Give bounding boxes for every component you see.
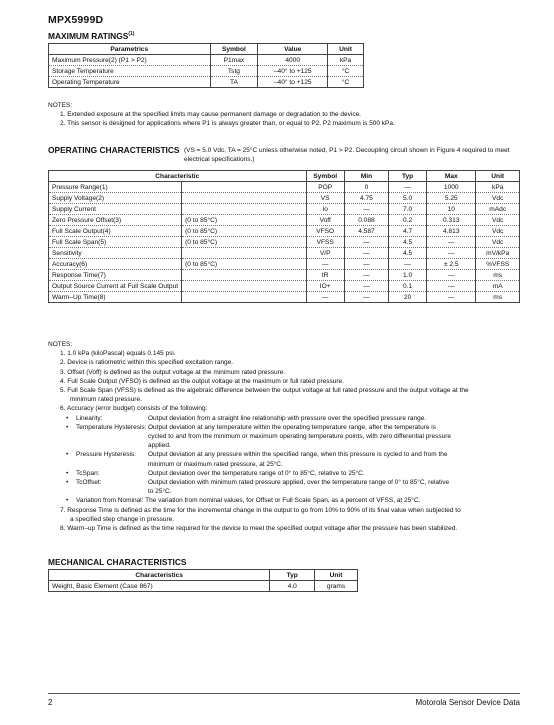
table-cell: —: [389, 182, 427, 193]
bullet-icon: •: [66, 469, 69, 477]
max-ratings-heading-sup: (1): [128, 31, 135, 38]
table-cell: °C: [328, 77, 364, 88]
table-cell: —: [427, 270, 476, 281]
accuracy-definition: Output deviation over the temperature range of 0° to 85°C, relative to 25°C.: [148, 469, 365, 477]
table-cell: 4.7: [389, 226, 427, 237]
table-row: [49, 237, 520, 248]
condition-cell: [182, 182, 306, 193]
table-cell: —: [344, 281, 388, 292]
accuracy-item-continued: [48, 441, 524, 450]
table-cell: —: [306, 292, 344, 303]
mechanical-characteristics-heading: MECHANICAL CHARACTERISTICS: [48, 557, 187, 567]
table-cell: %VFSS: [476, 259, 520, 270]
mechanical-table: [48, 569, 358, 592]
table-cell: 5.25: [427, 193, 476, 204]
condition-cell: [182, 270, 306, 281]
condition-cell: (0 to 85°C): [182, 215, 306, 226]
accuracy-term: TcSpan:: [76, 469, 100, 477]
table-cell: Voff: [306, 215, 344, 226]
accuracy-item: [48, 478, 524, 487]
table-row: [49, 204, 520, 215]
note-item: 1. Extended exposure at the specified limits may cause permanent damage or degradation to the device.: [60, 111, 361, 119]
bullet-icon: [66, 432, 76, 441]
column-header: Unit: [476, 171, 520, 182]
column-header: Unit: [315, 570, 358, 581]
op-header-row: [49, 171, 520, 182]
accuracy-list: [48, 414, 524, 497]
column-header: Max: [427, 171, 476, 182]
table-cell: 0.1: [389, 281, 427, 292]
table-row: [49, 193, 520, 204]
characteristic-cell: Pressure Range(1): [49, 182, 182, 193]
table-row: [49, 270, 520, 281]
table-cell: —: [344, 259, 388, 270]
condition-cell: (0 to 85°C): [182, 259, 306, 270]
table-cell: Operating Temperature: [49, 77, 211, 88]
table-cell: 7.0: [389, 204, 427, 215]
table-cell: kPa: [476, 182, 520, 193]
note-item: 3. Offset (Voff) is defined as the output voltage at the minimum rated pressure.: [60, 368, 286, 376]
accuracy-definition: applied.: [148, 442, 171, 450]
table-cell: —: [427, 292, 476, 303]
note-item: 6. Accuracy (error budget) consists of the following:: [60, 405, 208, 413]
column-header: Typ: [270, 570, 315, 581]
table-row: [49, 215, 520, 226]
table-cell: 0: [344, 182, 388, 193]
table-cell: 4.75: [344, 193, 388, 204]
table-cell: —: [344, 248, 388, 259]
table-cell: Tstg: [210, 66, 258, 77]
accuracy-item: [48, 414, 524, 423]
accuracy-item: [48, 469, 524, 478]
table-cell: VFSS: [306, 237, 344, 248]
table-cell: VFSO: [306, 226, 344, 237]
column-header: Characteristics: [49, 570, 270, 581]
condition-cell: [182, 248, 306, 259]
note-item: 2. This sensor is designed for applications where P1 is always greater than, or equal to P2. P2 maximum is 500 kPa.: [60, 120, 395, 128]
table-row: [49, 259, 520, 270]
characteristic-cell: Warm–Up Time(8): [49, 292, 182, 303]
bullet-icon: [66, 460, 76, 469]
table-cell: 5.0: [389, 193, 427, 204]
table-cell: TA: [210, 77, 258, 88]
table-cell: 4.813: [427, 226, 476, 237]
table-row: [49, 77, 364, 88]
table-cell: tR: [306, 270, 344, 281]
max-ratings-header-row: [49, 44, 364, 55]
table-cell: 4000: [258, 55, 328, 66]
condition-cell: [182, 204, 306, 215]
table-cell: Io: [306, 204, 344, 215]
table-cell: ms: [476, 270, 520, 281]
table-cell: Weight, Basic Element (Case 867): [49, 581, 270, 592]
table-cell: 4.5: [389, 237, 427, 248]
table-row: [49, 292, 520, 303]
accuracy-definition: Output deviation with minimum rated pressure applied, over the temperature range of 0° to 85°C, relative: [148, 479, 450, 487]
table-cell: °C: [328, 66, 364, 77]
operating-characteristics-body: [49, 182, 520, 303]
bullet-icon: [66, 441, 76, 450]
table-cell: –40° to +125: [258, 66, 328, 77]
accuracy-definition: cycled to and from the minimum or maximum operating temperature points, with zero differential pressure: [148, 433, 451, 441]
table-cell: POP: [306, 182, 344, 193]
table-cell: Vdc: [476, 237, 520, 248]
characteristic-cell: Response Time(7): [49, 270, 182, 281]
column-header: Symbol: [210, 44, 258, 55]
accuracy-definition: Output deviation at any temperature within the operating temperature range, after the temperature is: [148, 423, 436, 431]
table-cell: 10: [427, 204, 476, 215]
accuracy-term: TcOffset:: [76, 479, 102, 487]
table-cell: —: [306, 259, 344, 270]
note-item-continued: a specified step change in pressure.: [70, 515, 175, 523]
table-cell: P1max: [210, 55, 258, 66]
table-cell: 1000: [427, 182, 476, 193]
column-header: Value: [258, 44, 328, 55]
note-item-continued: minimum rated pressure.: [70, 396, 142, 404]
table-cell: —: [344, 237, 388, 248]
table-cell: mV/kPa: [476, 248, 520, 259]
accuracy-term: [76, 460, 148, 469]
table-cell: VS: [306, 193, 344, 204]
table-cell: 4.5: [389, 248, 427, 259]
operating-characteristics-conditions: (VS = 5.0 Vdc, TA = 25°C unless otherwise noted, P1 > P2. Decoupling circuit shown in Figure 4 required to meet electrical specifications.): [184, 147, 510, 163]
accuracy-definition: to 25°C.: [148, 488, 172, 496]
table-row: [49, 66, 364, 77]
characteristic-cell: Supply Voltage(2): [49, 193, 182, 204]
table-cell: –40° to +125: [258, 77, 328, 88]
accuracy-term: [76, 441, 148, 450]
notes-label: NOTES:: [48, 102, 73, 109]
table-cell: —: [427, 281, 476, 292]
column-header: Min: [344, 171, 388, 182]
table-cell: —: [427, 248, 476, 259]
accuracy-variation-text: Variation from Nominal: The variation from nominal values, for Offset or Full Scale Span, as a percent of VFSS, at 25°C.: [76, 497, 421, 505]
column-header: Typ: [389, 171, 427, 182]
footer-divider: [48, 693, 520, 694]
operating-notes: [48, 340, 524, 533]
bullet-icon: •: [66, 414, 69, 422]
table-row: [49, 55, 364, 66]
note-item: 1. 1.0 kPa (kiloPascal) equals 0.145 psi.: [60, 350, 176, 358]
table-row: [49, 581, 358, 592]
condition-cell: [182, 281, 306, 292]
accuracy-definition: Output deviation from a straight line relationship with pressure over the specified pressure range.: [148, 414, 427, 422]
table-cell: ± 2.5: [427, 259, 476, 270]
accuracy-item: [48, 450, 524, 459]
bullet-icon: •: [66, 497, 69, 505]
column-header: Parametrics: [49, 44, 211, 55]
table-cell: IO+: [306, 281, 344, 292]
table-cell: Vdc: [476, 226, 520, 237]
note-item: 7. Response Time is defined as the time for the incremental change in the output to go from 10% to 90% of its final value when subjected to: [60, 506, 461, 514]
table-cell: mAdc: [476, 204, 520, 215]
table-cell: Storage Temperature: [49, 66, 211, 77]
condition-cell: [182, 292, 306, 303]
accuracy-term: Pressure Hysteresis:: [76, 451, 136, 459]
accuracy-definition: Output deviation at any pressure within the specified range, when this pressure is cycled to and from the: [148, 451, 448, 459]
characteristic-cell: Zero Pressure Offset(3): [49, 215, 182, 226]
notes-label: NOTES:: [48, 341, 73, 348]
table-cell: 0.088: [344, 215, 388, 226]
table-cell: Vdc: [476, 215, 520, 226]
table-cell: —: [344, 270, 388, 281]
accuracy-item-continued: [48, 432, 524, 441]
mech-header-row: [49, 570, 358, 581]
note-item: 8. Warm–up Time is defined as the time required for the device to meet the specified output voltage after the pressure has been stabilized.: [60, 525, 458, 533]
characteristic-cell: Supply Current: [49, 204, 182, 215]
table-cell: 0.2: [389, 215, 427, 226]
table-cell: Maximum Pressure(2) (P1 > P2): [49, 55, 211, 66]
accuracy-definition: minimum or maximum rated pressure, at 25°C.: [148, 460, 283, 468]
note-item: 2. Device is ratiometric within this specified excitation range.: [60, 359, 234, 367]
condition-cell: (0 to 85°C): [182, 226, 306, 237]
accuracy-term: [76, 487, 148, 496]
table-cell: —: [344, 204, 388, 215]
accuracy-item-continued: [48, 460, 524, 469]
footer-publisher: Motorola Sensor Device Data: [415, 698, 520, 707]
page-number: 2: [48, 698, 53, 707]
max-ratings-heading: [48, 31, 134, 41]
table-cell: grams: [315, 581, 358, 592]
table-cell: 4.0: [270, 581, 315, 592]
max-ratings-notes: [48, 101, 520, 129]
table-cell: —: [389, 259, 427, 270]
operating-characteristics-heading: OPERATING CHARACTERISTICS: [48, 145, 180, 155]
note-item: 4. Full Scale Output (VFSO) is defined as the output voltage at the maximum or full rated pressure.: [60, 377, 344, 385]
table-cell: mA: [476, 281, 520, 292]
characteristic-cell: Accuracy(6): [49, 259, 182, 270]
bullet-icon: •: [66, 423, 69, 431]
table-cell: ms: [476, 292, 520, 303]
table-row: [49, 281, 520, 292]
accuracy-item: [48, 423, 524, 432]
table-cell: —: [427, 237, 476, 248]
accuracy-item-continued: [48, 487, 524, 496]
bullet-icon: •: [66, 479, 69, 487]
accuracy-term: Linearity:: [76, 414, 103, 422]
table-cell: 4.587: [344, 226, 388, 237]
bullet-icon: [66, 487, 76, 496]
note-item: 5. Full Scale Span (VFSS) is defined as the algebraic difference between the output voltage at full rated pressure and the output voltage at the: [60, 387, 469, 395]
characteristic-cell: Output Source Current at Full Scale Output: [49, 281, 182, 292]
max-ratings-heading-text: MAXIMUM RATINGS: [48, 31, 129, 41]
table-cell: V/P: [306, 248, 344, 259]
column-header: Symbol: [306, 171, 344, 182]
table-cell: 1.0: [389, 270, 427, 281]
table-row: [49, 248, 520, 259]
characteristic-cell: Full Scale Output(4): [49, 226, 182, 237]
column-header: Unit: [328, 44, 364, 55]
table-cell: kPa: [328, 55, 364, 66]
accuracy-term: [76, 432, 148, 441]
max-ratings-table: [48, 43, 364, 88]
table-cell: Vdc: [476, 193, 520, 204]
column-header: Characteristic: [49, 171, 307, 182]
accuracy-variation-item: [48, 496, 524, 505]
condition-cell: (0 to 85°C): [182, 237, 306, 248]
table-cell: —: [344, 292, 388, 303]
characteristic-cell: Full Scale Span(5): [49, 237, 182, 248]
table-row: [49, 182, 520, 193]
bullet-icon: •: [66, 451, 69, 459]
table-cell: 0.313: [427, 215, 476, 226]
document-title: MPX5999D: [48, 14, 104, 26]
operating-characteristics-table: [48, 170, 520, 303]
condition-cell: [182, 193, 306, 204]
characteristic-cell: Sensitivity: [49, 248, 182, 259]
table-cell: 20: [389, 292, 427, 303]
accuracy-term: Temperature Hysteresis:: [76, 423, 147, 431]
table-row: [49, 226, 520, 237]
